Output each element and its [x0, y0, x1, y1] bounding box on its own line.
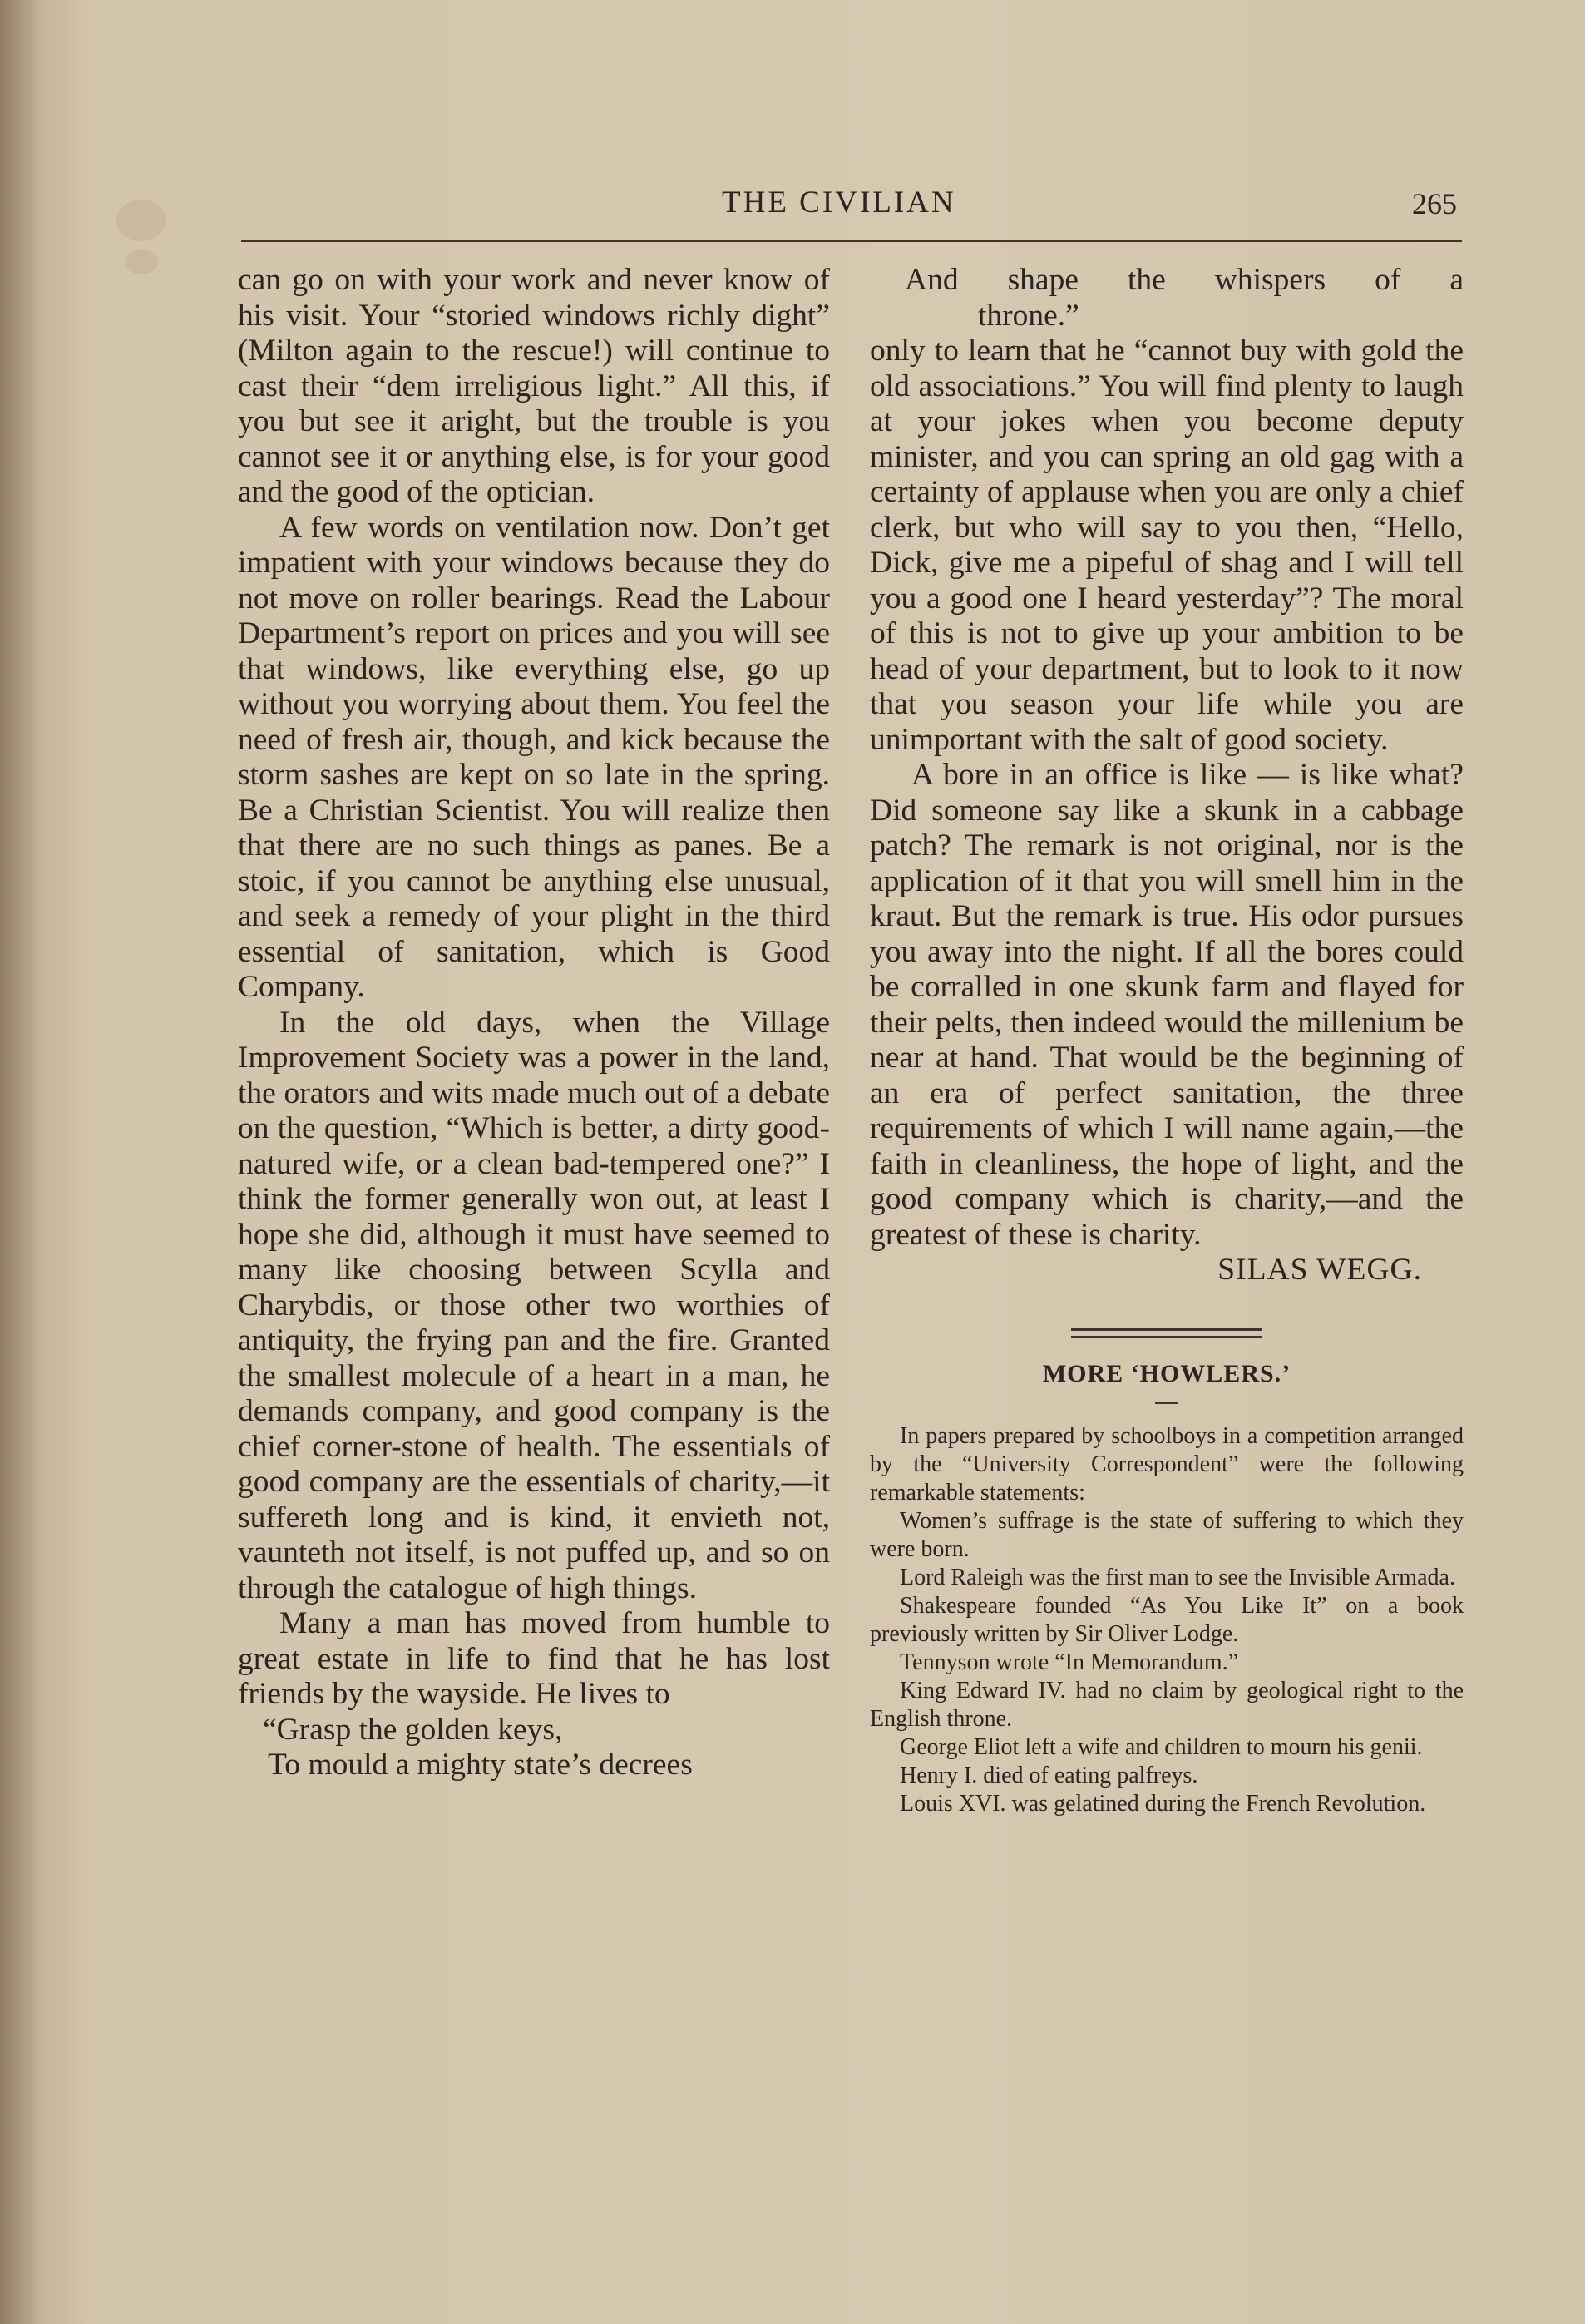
- verse-line: “Grasp the golden keys,: [263, 1712, 563, 1747]
- howler-item: Lord Raleigh was the first man to see the Invisible Armada.: [900, 1565, 1455, 1590]
- paragraph-good-company: In the old days, when the Village Improvement Society was a power in the land, the orators and wits made much out of a debate on the question, “Which is better, a dirty good-natured wife, or a clean bad-tempered one?” I think the former generally won out, at least I hope she did, although it must have seemed to many like choosing between Scylla and Charybdis, or those other two worthies of antiquity, the frying pan and the fire. Granted the smallest molecule of a heart in a man, he demands company, and good company is the chief corner-stone of health. The essentials of good company are the essentials of charity,—it suffereth long and is kind, it envieth not, vaunteth not itself, is not puffed up, and so on through the catalogue of high things.: [238, 1005, 830, 1605]
- verse-line: throne.”: [978, 298, 1079, 333]
- verse-quote: [238, 1713, 830, 1783]
- paragraph-windows: can go on with your work and never know of his visit. Your “storied windows richly dight” (Milton again to the rescue!) will continue to cast their “dem irreligious light.” All this, if you but see it aright, but the trouble is you cannot see it or anything else, is for your good and the good of the optician.: [238, 263, 830, 509]
- section-title: MORE ‘HOWLERS.’: [1042, 1359, 1291, 1387]
- right-column: [870, 263, 1464, 1818]
- howler-item: Henry I. died of eating palfreys.: [900, 1763, 1198, 1788]
- page-header: [0, 185, 1585, 235]
- section-divider: [1071, 1328, 1262, 1338]
- howler-item: Shakespeare founded “As You Like It” on a book previously written by Sir Oliver Lodge.: [870, 1593, 1464, 1647]
- author-signature: SILAS WEGG.: [1217, 1253, 1422, 1287]
- verse-quote-continued: [870, 263, 1464, 334]
- verse-line: To mould a mighty state’s decrees: [268, 1748, 693, 1782]
- howler-item: Tennyson wrote “In Memorandum.”: [900, 1649, 1239, 1675]
- howler-item: King Edward IV. had no claim by geological right to the English throne.: [870, 1678, 1464, 1732]
- paper-stain: [125, 250, 158, 274]
- howler-item: Louis XVI. was gelatined during the French Revolution.: [900, 1791, 1426, 1817]
- paragraph-humble-to-great: Many a man has moved from humble to great estate in life to find that he has lost friends by the wayside. He lives to: [238, 1606, 830, 1711]
- running-title: THE CIVILIAN: [722, 185, 956, 220]
- paragraph-bore: A bore in an office is like — is like what? Did someone say like a skunk in a cabbage patch? The remark is not original, nor is the application of it that you will smell him in the kraut. But the remark is true. His odor pursues you away into the night. If all the bores could be corralled in one skunk farm and flayed for their pelts, then indeed would the millenium be near at hand. That would be the beginning of an era of perfect sanitation, the three requirements of which I will name again,—the faith in cleanliness, the hope of light, and the good company which is charity,—and the greatest of these is charity.: [870, 758, 1464, 1252]
- paragraph-associations: only to learn that he “cannot buy with gold the old associations.” You will find plenty to laugh at your jokes when you become deputy minister, and you can spring an old gag with a certainty of applause when you are only a chief clerk, but who will say to you then, “Hello, Dick, give me a pipeful of shag and I will tell you a good one I heard yesterday”? The moral of this is not to give up your ambition to be head of your department, but to look to it now that you season your life while you are unimportant with the salt of good society.: [870, 334, 1464, 757]
- page-binding-edge: [0, 0, 40, 2324]
- page-number: 265: [1412, 187, 1457, 220]
- verse-line: And shape the whispers of a: [905, 263, 1464, 297]
- howlers-list: [870, 1422, 1464, 1818]
- howler-item: Women’s suffrage is the state of suffering to which they were born.: [870, 1508, 1464, 1562]
- howler-item: George Eliot left a wife and children to mourn his genii.: [900, 1734, 1423, 1760]
- paragraph-ventilation: A few words on ventilation now. Don’t get impatient with your windows because they do not move on roller bearings. Read the Labour Department’s report on prices and you will see that windows, like everything else, go up without you worrying about them. You feel the need of fresh air, though, and kick because the storm sashes are kept on so late in the spring. Be a Christian Scientist. You will realize then that there are no such things as panes. Be a stoic, if you cannot be anything else unusual, and seek a remedy of your plight in the third essential of sanitation, which is Good Company.: [238, 510, 830, 1004]
- left-column: [238, 263, 830, 1783]
- howlers-intro: In papers prepared by schoolboys in a competition arranged by the “University Correspondent” were the following remarkable statements:: [870, 1423, 1464, 1506]
- title-dash: [1155, 1402, 1178, 1404]
- header-rule: [241, 240, 1462, 242]
